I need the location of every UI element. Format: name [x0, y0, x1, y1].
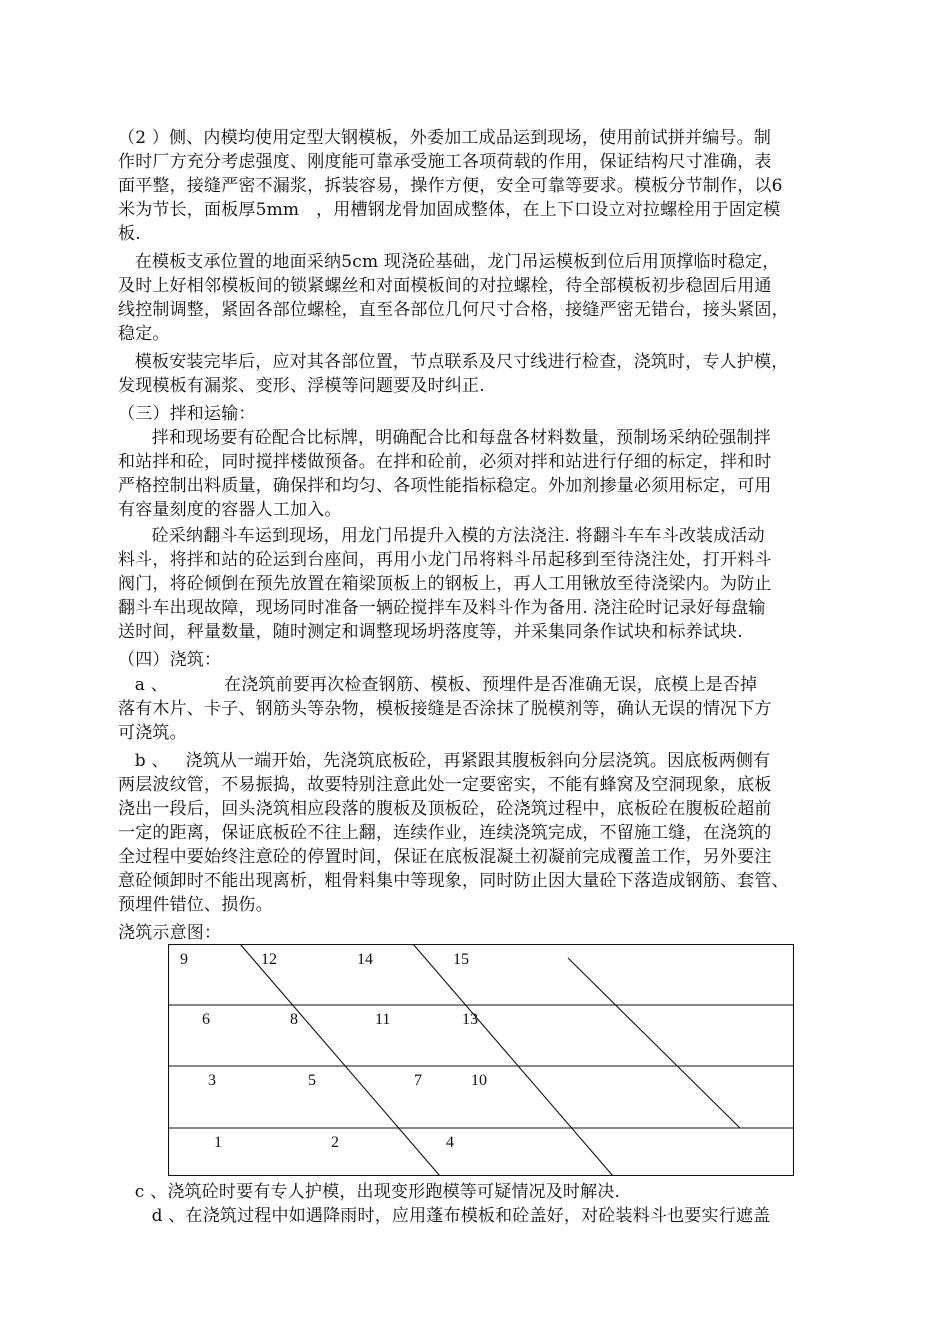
pouring-diagram: [168, 944, 794, 1176]
text-line: 有容量刻度的容器人工加入。: [118, 500, 342, 520]
text-line: 全过程中要始终注意砼的停置时间，保证在底板混凝土初凝前完成覆盖工作，另外要注: [118, 847, 772, 867]
text-line: 意砼倾卸时不能出现离析，粗骨料集中等现象，同时防止因大量砼下落造成钢筋、套管、: [118, 871, 789, 891]
text-line: 及时上好相邻模板间的锁紧螺丝和对面模板间的对拉螺栓，待全部模板初步稳固后用通: [118, 276, 772, 296]
text-line: （2 ）侧、内模均使用定型大钢模板，外委加工成品运到现场，使用前试拼并编号。制: [118, 128, 772, 148]
diagram-label: 12: [261, 951, 277, 968]
text-line: 在模板支承位置的地面采纳5cm 现浇砼基础，龙门吊运模板到位后用顶撑临时稳定，: [118, 252, 780, 272]
diagram-label: 5: [308, 1072, 316, 1089]
diagram-label: 3: [208, 1072, 216, 1089]
diagram-label: 10: [471, 1072, 487, 1089]
text-line: 米为节长，面板厚5mm ，用槽钢龙骨加固成整体，在上下口设立对拉螺栓用于固定模: [118, 200, 781, 220]
text-line: 发现模板有漏浆、变形、浮模等问题要及时纠正.: [118, 376, 485, 396]
text-line: 两层波纹管，不易振捣，故要特别注意此处一定要密实，不能有蜂窝及空洞现象，底板: [118, 775, 772, 795]
diagram-label: 6: [202, 1011, 210, 1028]
text-line: 板.: [118, 224, 141, 244]
diagram-frame: [169, 945, 794, 1176]
text-line: 和站拌和砼，同时搅拌楼做预备。在拌和砼前，必须对拌和站进行仔细的标定，拌和时: [118, 452, 772, 472]
text-line: 阀门，将砼倾倒在预先放置在箱梁顶板上的钢板上，再人工用锹放至待浇梁内。为防止: [118, 574, 772, 594]
diagram-label: 7: [414, 1072, 422, 1089]
text-line: 模板安装完毕后，应对其各部位置，节点联系及尺寸线进行检查，浇筑时，专人护模，: [118, 352, 789, 372]
pour-slope-line: [568, 958, 740, 1128]
pour-slope-line: [240, 944, 440, 1176]
text-line: 稳定。: [118, 324, 170, 344]
diagram-label: 13: [462, 1011, 478, 1028]
diagram-label: 4: [446, 1134, 454, 1151]
diagram-label: 8: [290, 1011, 298, 1028]
text-line: （三）拌和运输：: [118, 404, 256, 424]
text-line: 落有木片、卡子、钢筋头等杂物，模板接缝是否涂抹了脱模剂等，确认无误的情况下方: [118, 699, 772, 719]
diagram-label: 14: [357, 951, 373, 968]
pouring-diagram-svg: [168, 944, 794, 1176]
text-line: 可浇筑。: [118, 723, 187, 743]
text-line: 严格控制出料质量，确保拌和均匀、各项性能指标稳定。外加剂掺量必须用标定，可用: [118, 476, 772, 496]
diagram-labels: [180, 951, 487, 1151]
text-line: 预埋件错位、损伤。: [118, 895, 273, 915]
text-line: 砼采纳翻斗车运到现场，用龙门吊提升入模的方法浇注. 将翻斗车车斗改装成活动: [118, 526, 765, 546]
pour-slope-line: [413, 944, 613, 1176]
text-line: 浇出一段后，回头浇筑相应段落的腹板及顶板砼，砼浇筑过程中，底板砼在腹板砼超前: [118, 799, 772, 819]
diagram-label: 2: [331, 1134, 339, 1151]
diagram-label: 11: [375, 1011, 391, 1028]
text-line: 作时厂方充分考虑强度、刚度能可靠承受施工各项荷载的作用，保证结构尺寸准确，表: [118, 152, 772, 172]
text-line: （四）浇筑：: [118, 650, 222, 670]
text-line: 拌和现场要有砼配合比标牌，明确配合比和每盘各材料数量，预制场采纳砼强制拌: [118, 428, 771, 448]
diagram-label: 15: [453, 951, 469, 968]
text-line: d 、在浇筑过程中如遇降雨时，应用蓬布模板和砼盖好，对砼装料斗也要实行遮盖: [118, 1206, 771, 1226]
diagram-label: 1: [214, 1134, 222, 1151]
text-line: 翻斗车出现故障，现场同时准备一辆砼搅拌车及料斗作为备用. 浇注砼时记录好每盘输: [118, 598, 766, 618]
text-line: c 、浇筑砼时要有专人护模，出现变形跑模等可疑情况及时解决.: [118, 1182, 621, 1202]
diagram-label: 9: [180, 951, 188, 968]
text-line: 面平整，接缝严密不漏浆，拆装容易，操作方便，安全可靠等要求。模板分节制作，以6: [118, 176, 783, 196]
text-line: 浇筑示意图：: [118, 923, 222, 943]
text-line: 料斗，将拌和站的砼运到台座间，再用小龙门吊将料斗吊起移到至待浇注处，打开料斗: [118, 550, 772, 570]
text-line: 一定的距离，保证底板砼不往上翻，连续作业，连续浇筑完成，不留施工缝，在浇筑的: [118, 823, 772, 843]
text-line: b 、 浇筑从一端开始，先浇筑底板砼，再紧跟其腹板斜向分层浇筑。因底板两侧有: [118, 751, 771, 771]
text-line: 线控制调整，紧固各部位螺栓，直至各部位几何尺寸合格，接缝严密无错台，接头紧固，: [118, 300, 789, 320]
text-line: a 、 在浇筑前要再次检查钢筋、模板、预埋件是否准确无误，底模上是否掉: [118, 675, 758, 695]
text-line: 送时间，秤量数量，随时测定和调整现场坍落度等，并采集同条作试块和标养试块.: [118, 622, 743, 642]
